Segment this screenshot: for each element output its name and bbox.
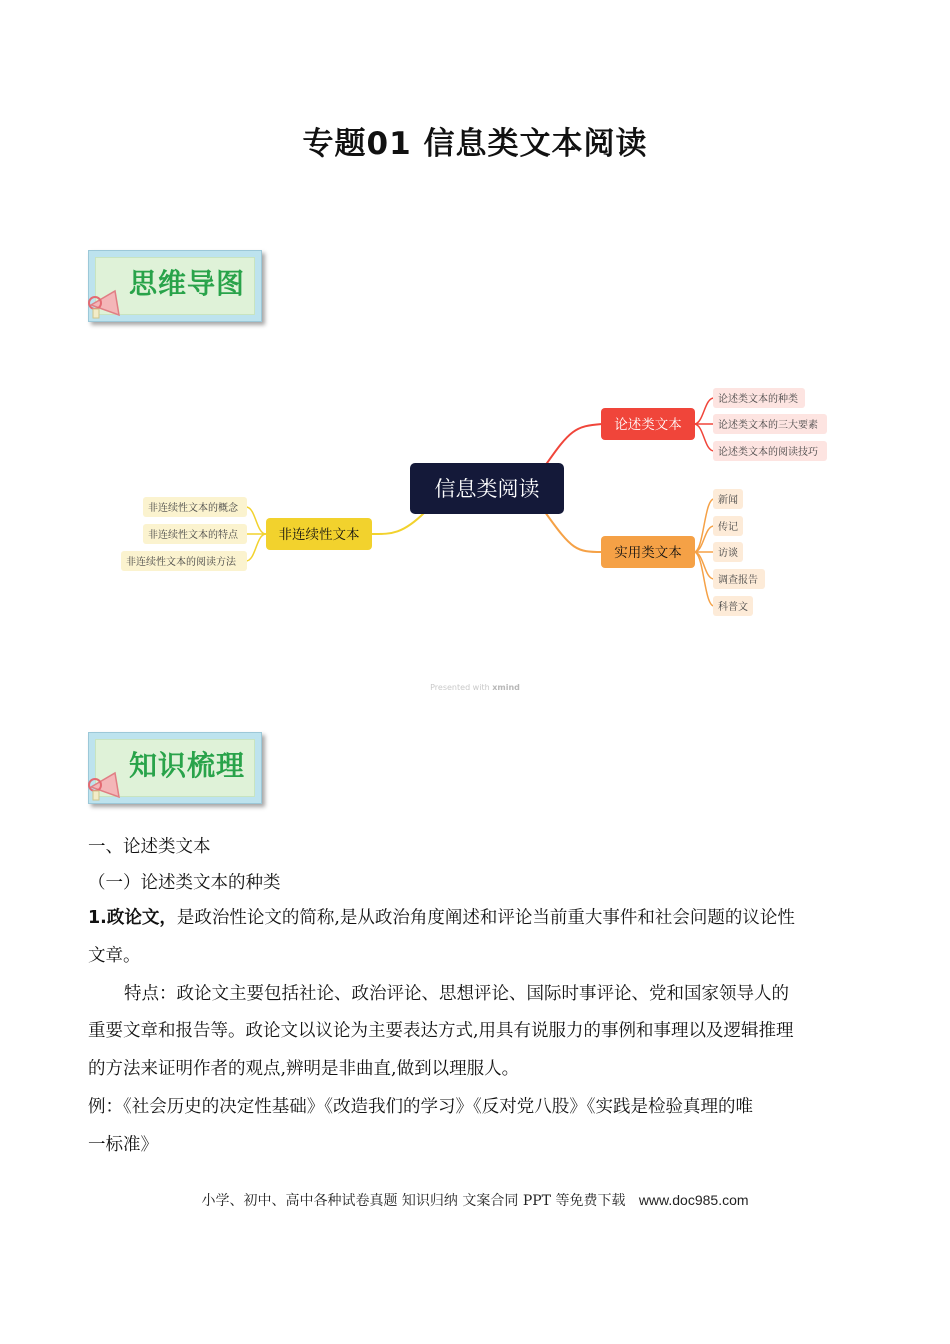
term-label: 1.政论文， [88, 908, 177, 928]
connector-noncontinuous [372, 512, 425, 534]
page-title: 专题01 信息类文本阅读 [302, 126, 648, 162]
megaphone-icon [85, 763, 129, 803]
branch-label-argument: 论述类文本 [614, 417, 682, 433]
page-footer [0, 1190, 950, 1210]
example-line-1: 例：《社会历史的决定性基础》《改造我们的学习》《反对党八股》《实践是检验真理的唯 [88, 1097, 753, 1117]
leaf-practical-biography: 传记 [718, 522, 738, 533]
leaf-argument-skills: 论述类文本的阅读技巧 [718, 447, 818, 458]
knowledge-section-title: 知识梳理 [129, 749, 246, 782]
definition-paragraph [88, 906, 878, 930]
leaf-practical-interview: 访谈 [718, 548, 738, 559]
feature-line-2: 重要文章和报告等。政论文以议论为主要表达方式,用具有说服力的事例和事理以及逻辑推理 [88, 1021, 794, 1041]
connector-leaf [694, 398, 714, 424]
leaf-practical-science: 科普文 [718, 602, 748, 613]
footer-url[interactable]: www.doc985.com [638, 1192, 749, 1208]
heading-level-1: 一、论述类文本 [88, 837, 211, 857]
mindmap-diagram [0, 360, 950, 660]
leaf-argument-types: 论述类文本的种类 [718, 394, 798, 405]
feature-line-3: 的方法来证明作者的观点,辨明是非曲直,做到以理服人。 [88, 1059, 520, 1079]
connector-leaf [694, 526, 714, 552]
watermark-brand: xmind [492, 683, 520, 692]
megaphone-icon [85, 281, 129, 321]
definition-text: 是政治性论文的简称,是从政治角度阐述和评论当前重大事件和社会问题的议论性 [176, 908, 795, 928]
example-line-2: 一标准》 [88, 1135, 158, 1155]
footer-text: 小学、初中、高中各种试卷真题 知识归纳 文案合同 PPT 等免费下载 [201, 1193, 626, 1209]
connector-leaf [694, 552, 714, 579]
leaf-practical-news: 新闻 [718, 495, 738, 506]
center-node-label: 信息类阅读 [434, 477, 540, 501]
xmind-watermark [0, 683, 950, 692]
connector-leaf [694, 499, 714, 552]
connector-argument [545, 424, 602, 466]
feature-line-1: 特点：政论文主要包括社论、政治评论、思想评论、国际时事评论、党和国家领导人的 [124, 984, 789, 1004]
connector-leaf [694, 552, 714, 606]
leaf-argument-elements: 论述类文本的三大要素 [718, 420, 818, 431]
connector-leaf [694, 424, 714, 451]
mindmap-section-title: 思维导图 [129, 267, 246, 300]
connector-practical [545, 512, 602, 552]
watermark-prefix: Presented with [430, 683, 490, 692]
connector-leaf [246, 507, 266, 534]
definition-continuation: 文章。 [88, 946, 141, 966]
heading-level-2: （一）论述类文本的种类 [88, 873, 281, 893]
connector-leaf [246, 534, 266, 561]
knowledge-section-badge [88, 732, 262, 804]
mindmap-section-badge [88, 250, 262, 322]
branch-label-practical: 实用类文本 [614, 545, 682, 561]
leaf-noncontinuous-features: 非连续性文本的特点 [148, 530, 238, 541]
branch-label-noncontinuous: 非连续性文本 [278, 527, 360, 543]
leaf-noncontinuous-concept: 非连续性文本的概念 [148, 503, 238, 514]
leaf-practical-report: 调查报告 [718, 575, 758, 586]
leaf-noncontinuous-methods: 非连续性文本的阅读方法 [126, 557, 236, 568]
